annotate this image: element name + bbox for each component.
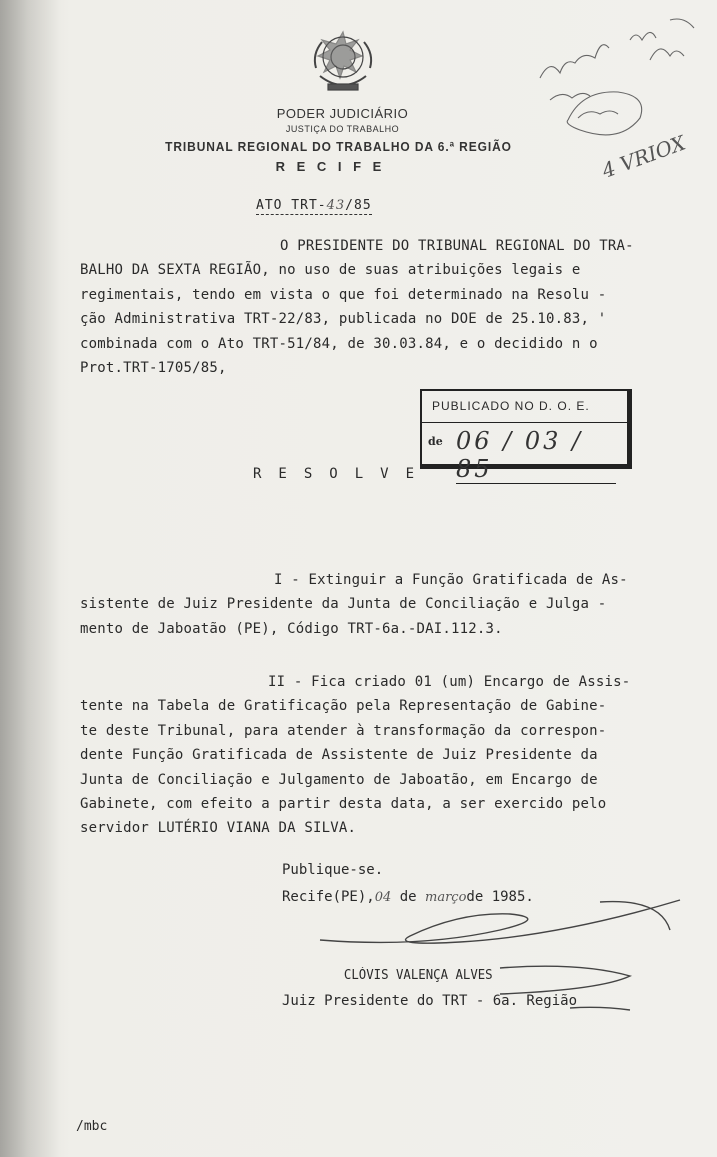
act-number: 43 bbox=[326, 198, 346, 213]
preamble-line: regimentais, tendo em vista o que foi determinado na Resolu - bbox=[80, 286, 607, 303]
preamble-line: BALHO DA SEXTA REGIÃO, no uso de suas atribuições legais e bbox=[80, 262, 581, 279]
article-1-paragraph bbox=[80, 568, 695, 641]
signer-name: CLÓVIS VALENÇA ALVES bbox=[343, 968, 493, 983]
act-title bbox=[256, 198, 372, 215]
article-2-line: tente na Tabela de Gratificação pela Representação de Gabine- bbox=[80, 698, 607, 715]
stamp-label: PUBLICADO NO D. O. E. bbox=[432, 399, 590, 413]
header-line-3: TRIBUNAL REGIONAL DO TRABALHO DA 6.ª REGIÃO bbox=[165, 139, 512, 154]
act-year: /85 bbox=[345, 198, 372, 213]
typist-initials: /mbc bbox=[76, 1119, 108, 1134]
article-2-line: dente Função Gratificada de Assistente de Juiz Presidente da bbox=[80, 747, 598, 764]
stamp-de: de bbox=[428, 435, 443, 448]
header-line-2: JUSTIÇA DO TRABALHO bbox=[285, 124, 400, 134]
article-1-line: mento de Jaboatão (PE), Código TRT-6a.-DAI.112.3. bbox=[80, 620, 503, 637]
date-day: 04 bbox=[374, 890, 392, 905]
stamp-divider bbox=[422, 422, 630, 423]
preamble-line: ção Administrativa TRT-22/83, publicada no DOE de 25.10.83, ' bbox=[80, 311, 607, 328]
publish-order: Publique-se. bbox=[282, 862, 384, 878]
preamble-line: O PRESIDENTE DO TRIBUNAL REGIONAL DO TRA- bbox=[280, 238, 634, 254]
article-2-line: Junta de Conciliação e Julgamento de Jaboatão, em Encargo de bbox=[80, 771, 598, 788]
article-2-paragraph bbox=[80, 670, 695, 841]
preamble-paragraph bbox=[80, 234, 695, 380]
article-2-line: te deste Tribunal, para atender à transformação da correspon- bbox=[80, 722, 607, 739]
resolve-heading: RESOLVE bbox=[253, 466, 432, 482]
date-place: Recife(PE), bbox=[282, 889, 375, 905]
date-month: março bbox=[425, 890, 467, 905]
article-1-line: I - Extinguir a Função Gratificada de As- bbox=[274, 572, 628, 588]
publication-stamp bbox=[420, 389, 632, 483]
header-line-4: R E C I F E bbox=[275, 159, 386, 174]
coat-of-arms-seal-icon bbox=[306, 24, 380, 98]
preamble-line: combinada com o Ato TRT-51/84, de 30.03.84, e o decidido n o bbox=[80, 335, 598, 352]
article-2-line: Gabinete, com efeito a partir desta data, a ser exercido pelo bbox=[80, 796, 607, 813]
date-year: de 1985. bbox=[466, 889, 534, 905]
date-de: de bbox=[399, 889, 417, 905]
article-2-line: II - Fica criado 01 (um) Encargo de Assis- bbox=[268, 674, 631, 690]
handwritten-annotations bbox=[520, 0, 717, 200]
act-prefix: ATO TRT- bbox=[256, 198, 327, 213]
preamble-line: Prot.TRT-1705/85, bbox=[80, 360, 227, 377]
margin-note: 4 VRIOX bbox=[598, 130, 689, 183]
signer-role: Juiz Presidente do TRT - 6a. Região bbox=[282, 993, 578, 1009]
article-1-line: sistente de Juiz Presidente da Junta de Conciliação e Julga - bbox=[80, 596, 607, 613]
article-2-line: servidor LUTÉRIO VIANA DA SILVA. bbox=[80, 820, 357, 837]
header-line-1: PODER JUDICIÁRIO bbox=[276, 106, 409, 121]
stamp-date: 06 / 03 / 85 bbox=[456, 427, 616, 484]
